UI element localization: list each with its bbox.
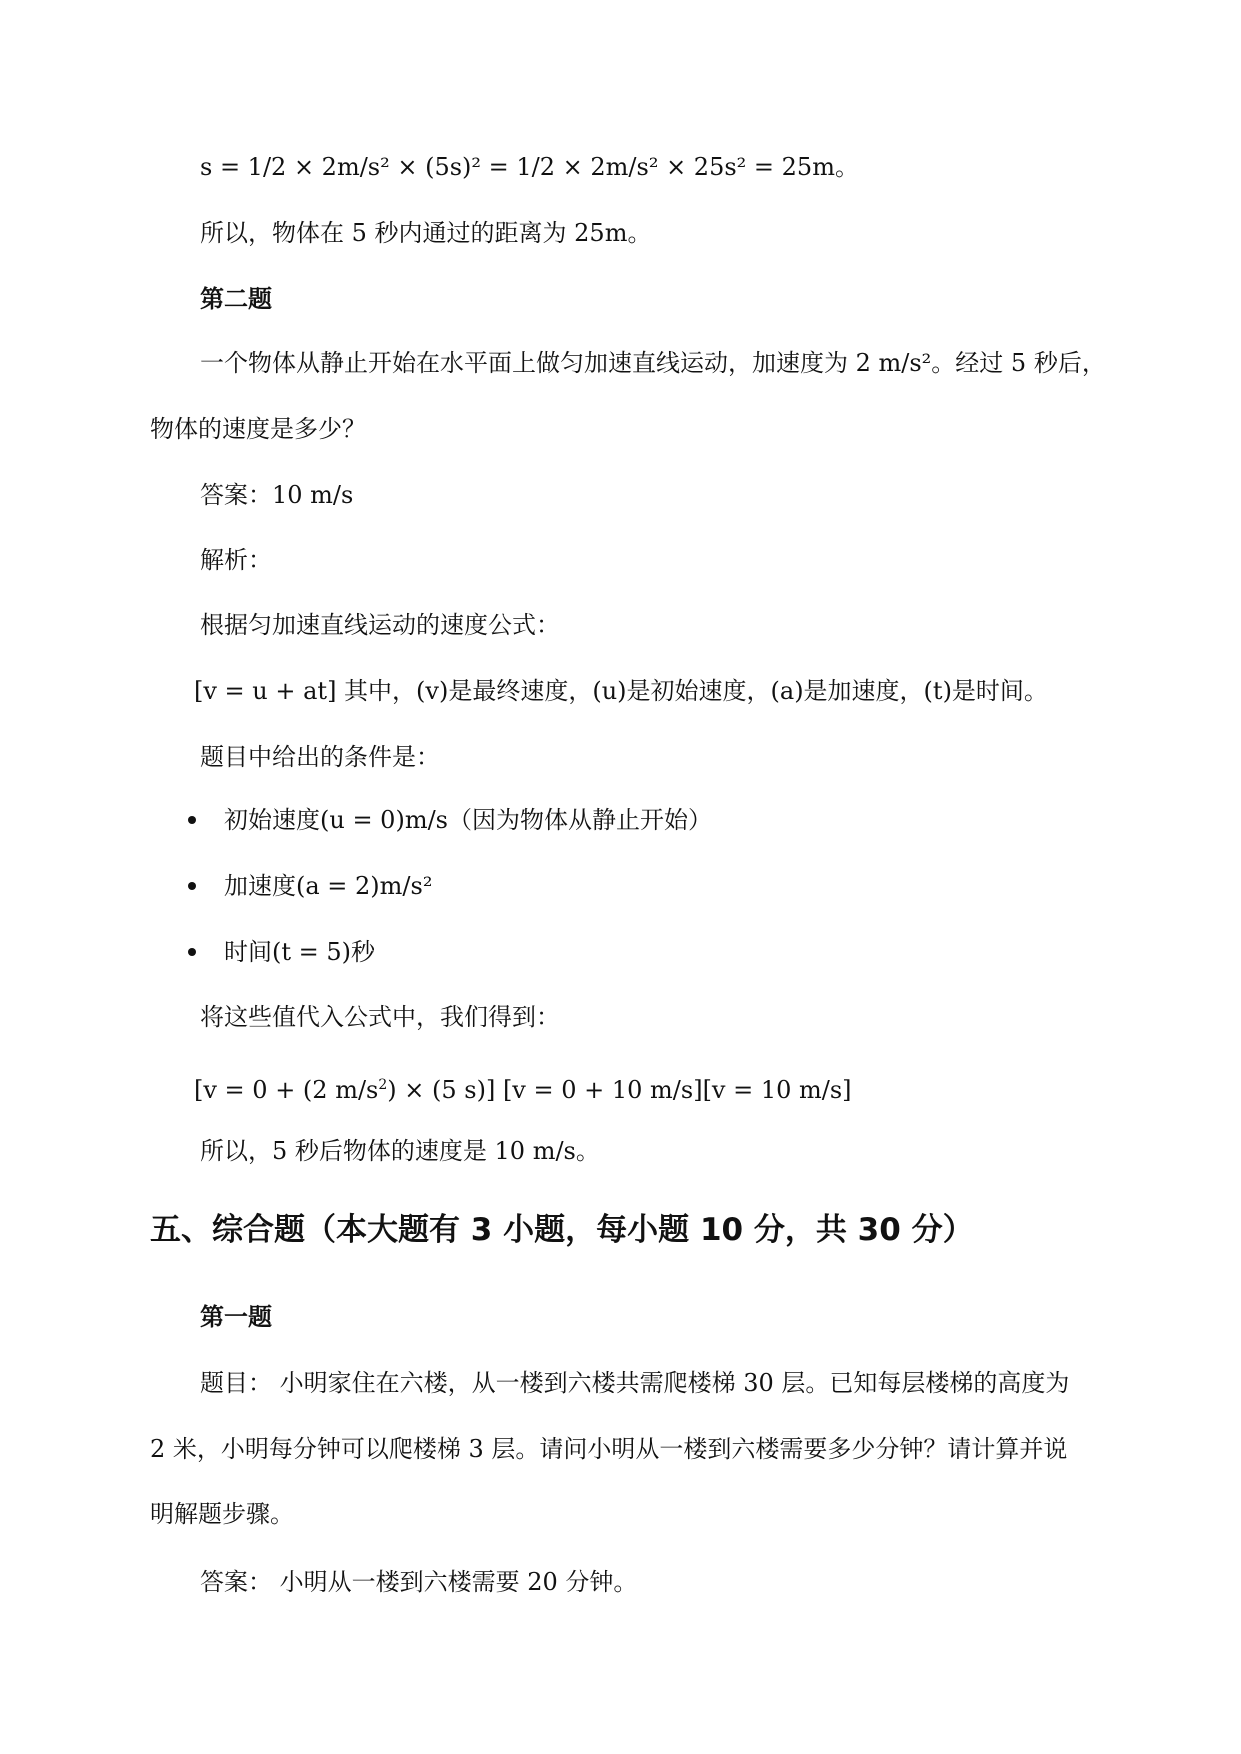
question-two-text-line-2: 物体的速度是多少？: [150, 415, 366, 443]
question-two-answer: 答案：10 m/s: [200, 481, 354, 509]
section-five-question-one-title: 第一题: [200, 1303, 272, 1331]
bullet-icon: [188, 816, 196, 824]
calculation-superscript: 2: [378, 1077, 388, 1093]
section-five-question-one-line-2: 2 米，小明每分钟可以爬楼梯 3 层。请问小明从一楼到六楼需要多少分钟？请计算并说: [150, 1435, 1068, 1463]
condition-initial-velocity: 初始速度(u = 0)m/s（因为物体从静止开始）: [224, 806, 712, 834]
bullet-icon: [188, 882, 196, 890]
question-two-analysis-label: 解析：: [200, 546, 272, 574]
substitution-calculation: [194, 1068, 852, 1107]
bullet-icon: [188, 948, 196, 956]
velocity-formula-line: [v = u + at] 其中，(v)是最终速度，(u)是初始速度，(a)是加速度，(t)是时间。: [194, 677, 1048, 705]
distance-formula-line: s = 1/2 × 2m/s² × (5s)² = 1/2 × 2m/s² × 25s² = 25m。: [200, 153, 859, 181]
condition-acceleration: 加速度(a = 2)m/s²: [224, 872, 433, 900]
velocity-conclusion: 所以，5 秒后物体的速度是 10 m/s。: [200, 1137, 600, 1165]
question-two-title: 第二题: [200, 285, 272, 313]
question-two-text-line-1: 一个物体从静止开始在水平面上做匀加速直线运动，加速度为 2 m/s²。经过 5 秒后，: [200, 349, 1106, 377]
calculation-part-a: [v = 0 + (2 m/s: [194, 1076, 379, 1104]
section-five-question-one-line-1: 题目： 小明家住在六楼，从一楼到六楼共需爬楼梯 30 层。已知每层楼梯的高度为: [200, 1369, 1070, 1397]
given-conditions-intro: 题目中给出的条件是：: [200, 743, 440, 771]
condition-time: 时间(t = 5)秒: [224, 938, 376, 966]
distance-conclusion: 所以，物体在 5 秒内通过的距离为 25m。: [200, 219, 652, 247]
section-five-heading: 五、综合题（本大题有 3 小题，每小题 10 分，共 30 分）: [150, 1212, 974, 1248]
section-five-question-one-answer: 答案： 小明从一楼到六楼需要 20 分钟。: [200, 1568, 638, 1596]
substitute-intro: 将这些值代入公式中，我们得到：: [200, 1003, 560, 1031]
section-five-question-one-line-3: 明解题步骤。: [150, 1500, 294, 1528]
formula-intro: 根据匀加速直线运动的速度公式：: [200, 611, 560, 639]
calculation-part-b: ) × (5 s)] [v = 0 + 10 m/s][v = 10 m/s]: [387, 1076, 852, 1104]
